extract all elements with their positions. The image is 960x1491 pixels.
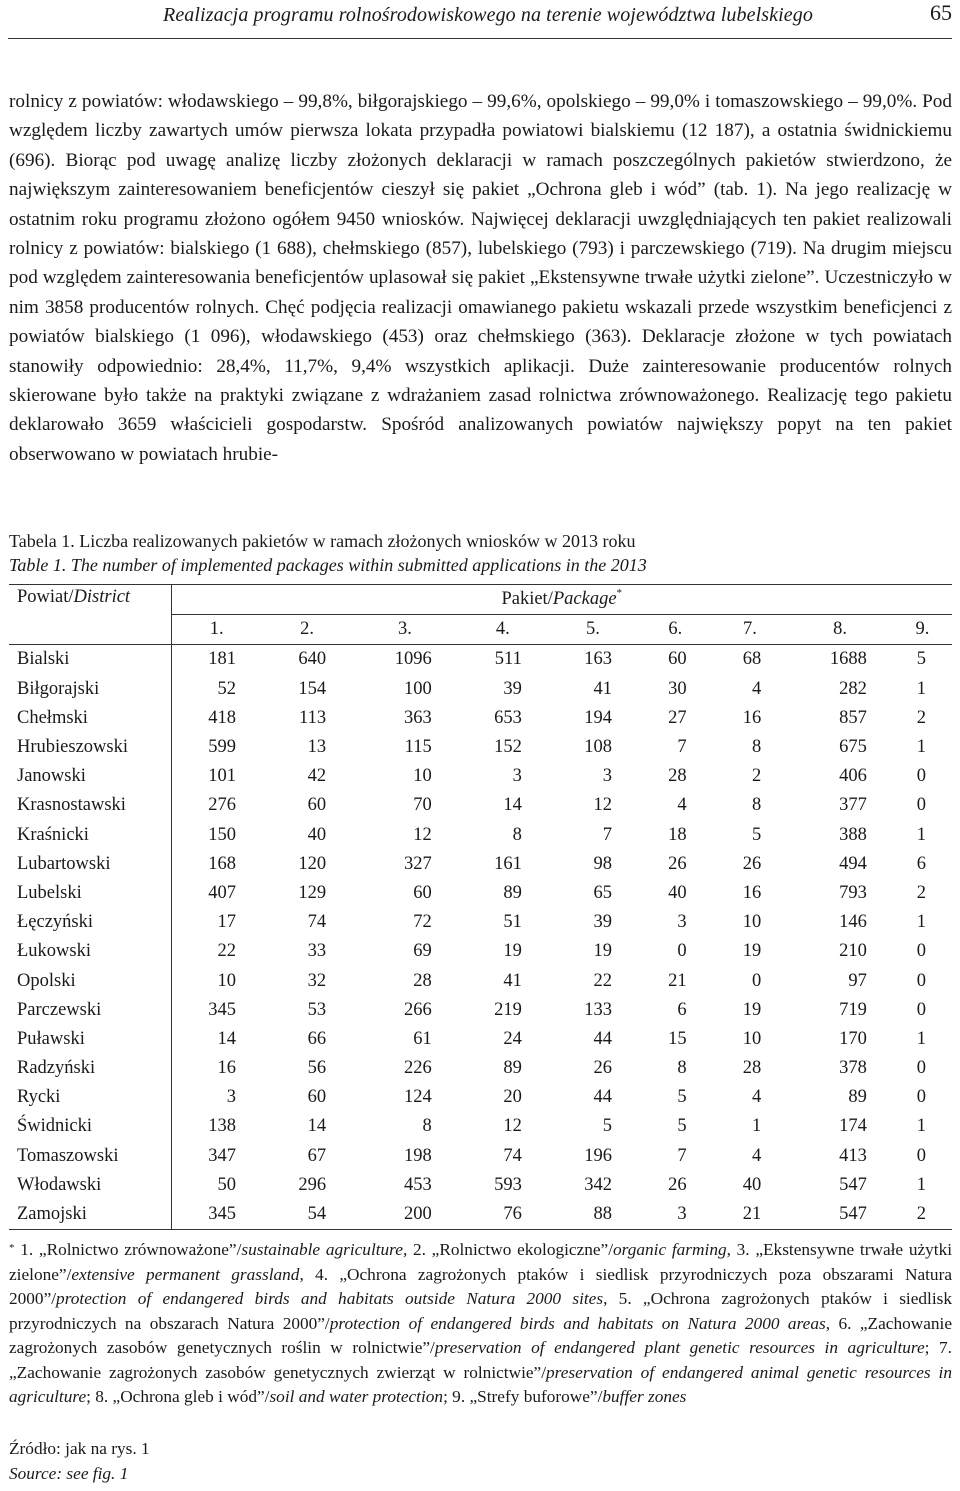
package-value-cell: 2 xyxy=(893,1200,952,1230)
package-value-cell: 113 xyxy=(299,707,327,728)
table-row xyxy=(9,675,952,704)
district-name-cell: Janowski xyxy=(9,762,171,791)
package-value-cell: 282 xyxy=(839,678,867,699)
package-value-cell: 0 xyxy=(916,795,926,816)
package-value-cell: 547 xyxy=(839,1174,867,1195)
package-value-cell: 219 xyxy=(494,999,522,1020)
package-value-cell: 18 xyxy=(668,824,687,845)
package-number-header: 8. xyxy=(787,615,893,645)
package-header-pl: Pakiet/ xyxy=(501,589,553,610)
package-number-header: 9. xyxy=(893,615,952,645)
district-name-cell: Hrubieszowski xyxy=(9,733,171,762)
package-value-cell: 2 xyxy=(916,707,926,728)
package-value-cell: 0 xyxy=(916,766,926,787)
package-value-cell: 181 xyxy=(208,649,236,670)
package-value-cell: 5 xyxy=(751,824,762,845)
package-value-cell: 7 xyxy=(602,824,612,845)
package-value-cell: 28 xyxy=(668,766,687,787)
package-value-cell: 70 xyxy=(413,795,432,816)
package-value-cell: 60 xyxy=(307,1087,327,1108)
table-row xyxy=(9,704,952,733)
table-row xyxy=(9,1200,952,1230)
package-value-cell: 54 xyxy=(262,1200,352,1230)
package-value-cell: 8 xyxy=(422,1116,432,1137)
footnote-item-en: sustainable agriculture, xyxy=(241,1240,408,1259)
package-value-cell: 28 xyxy=(413,970,432,991)
package-value-cell: 406 xyxy=(839,766,867,787)
table-row xyxy=(9,1142,952,1171)
package-value-cell: 101 xyxy=(208,766,236,787)
district-name-cell: Opolski xyxy=(9,966,171,995)
package-value-cell: 19 xyxy=(503,941,522,962)
package-value-cell: 15 xyxy=(668,1028,687,1049)
package-value-cell: 76 xyxy=(458,1200,548,1230)
package-value-cell: 194 xyxy=(584,707,612,728)
package-value-cell: 0 xyxy=(916,1145,926,1166)
package-value-cell: 4 xyxy=(751,678,762,699)
package-value-cell: 97 xyxy=(848,970,867,991)
package-value-cell: 28 xyxy=(742,1058,762,1079)
package-value-cell: 0 xyxy=(916,1087,926,1108)
running-title: Realizacja programu rolnośrodowiskowego na terenie województwa lubelskiego xyxy=(163,4,813,26)
package-value-cell: 32 xyxy=(307,970,327,991)
package-value-cell: 547 xyxy=(787,1200,893,1230)
package-value-cell: 276 xyxy=(208,795,236,816)
package-value-cell: 7 xyxy=(677,1145,687,1166)
package-value-cell: 0 xyxy=(916,999,926,1020)
package-value-cell: 8 xyxy=(677,1058,687,1079)
table-row xyxy=(9,908,952,937)
footnote-item-pl: ; 8. „Ochrona gleb i wód”/ xyxy=(86,1387,270,1406)
package-value-cell: 21 xyxy=(713,1200,788,1230)
package-value-cell: 154 xyxy=(298,678,327,699)
district-header-en: District xyxy=(73,587,131,607)
packages-table xyxy=(9,584,952,1230)
package-value-cell: 89 xyxy=(503,882,522,903)
district-name-cell: Świdnicki xyxy=(9,1112,171,1141)
footnote-item-pl: ; 7. „Zachowanie zagrożonych zasobów genetycznych zwierząt w rolnictwie”/ xyxy=(9,1338,952,1382)
table-body xyxy=(9,645,952,1230)
package-value-cell: 51 xyxy=(503,912,522,933)
package-value-cell: 3 xyxy=(638,1200,713,1230)
footnote-item-en: protection of endangered birds and habitats outside Natura 2000 sites xyxy=(56,1289,604,1308)
package-value-cell: 793 xyxy=(839,882,867,903)
package-value-cell: 12 xyxy=(503,1116,522,1137)
package-value-cell: 198 xyxy=(403,1145,432,1166)
district-column-header xyxy=(9,585,171,645)
package-value-cell: 27 xyxy=(668,707,687,728)
package-value-cell: 511 xyxy=(494,649,522,670)
package-value-cell: 0 xyxy=(916,941,926,962)
package-value-cell: 133 xyxy=(584,999,612,1020)
table-row xyxy=(9,1112,952,1141)
table-header-row xyxy=(9,585,952,615)
table-row xyxy=(9,937,952,966)
footnote-item-pl: 1. „Rolnictwo zrównoważone”/ xyxy=(14,1240,242,1259)
package-number-header: 1. xyxy=(171,615,262,645)
package-value-cell: 1 xyxy=(916,1116,926,1137)
package-value-cell: 1096 xyxy=(394,649,432,670)
package-value-cell: 719 xyxy=(839,999,867,1020)
footnote-item-en: preservation of endangered animal genetic resources in agriculture xyxy=(9,1362,953,1406)
package-value-cell: 1 xyxy=(916,912,926,933)
package-value-cell: 2 xyxy=(751,766,762,787)
district-name-cell: Parczewski xyxy=(9,996,171,1025)
package-value-cell: 388 xyxy=(839,824,867,845)
package-number-header: 3. xyxy=(352,615,458,645)
package-value-cell: 163 xyxy=(584,649,612,670)
package-value-cell: 39 xyxy=(593,912,612,933)
package-value-cell: 200 xyxy=(352,1200,458,1230)
footnote-item-pl: , 3. „Ekstensywne trwałe użytki zielone”/ xyxy=(9,1240,953,1284)
package-value-cell: 1 xyxy=(916,1028,926,1049)
package-value-cell: 89 xyxy=(848,1087,867,1108)
package-value-cell: 0 xyxy=(916,970,926,991)
header-rule xyxy=(8,38,952,39)
package-value-cell: 69 xyxy=(413,941,432,962)
table-caption-pl: Tabela 1. Liczba realizowanych pakietów w ramach złożonych wniosków w 2013 roku xyxy=(9,531,636,551)
table-row xyxy=(9,1171,952,1200)
package-number-header: 5. xyxy=(548,615,638,645)
package-value-cell: 378 xyxy=(839,1058,867,1079)
package-value-cell: 26 xyxy=(593,1058,612,1079)
package-value-cell: 2 xyxy=(916,882,926,903)
source-en: Source: see fig. 1 xyxy=(9,1463,129,1483)
package-number-header: 2. xyxy=(262,615,352,645)
package-value-cell: 653 xyxy=(494,707,522,728)
package-value-cell: 44 xyxy=(593,1087,612,1108)
package-value-cell: 65 xyxy=(593,882,612,903)
table-row xyxy=(9,966,952,995)
package-value-cell: 1 xyxy=(916,824,926,845)
package-value-cell: 20 xyxy=(503,1087,522,1108)
package-value-cell: 52 xyxy=(217,678,236,699)
package-value-cell: 640 xyxy=(298,649,327,670)
footnote-item-pl: ; 9. „Strefy buforowe”/ xyxy=(443,1387,603,1406)
package-value-cell: 150 xyxy=(208,824,236,845)
package-value-cell: 12 xyxy=(413,824,432,845)
body-paragraph: rolnicy z powiatów: włodawskiego – 99,8%, biłgorajskiego – 99,6%, opolskiego – 99,0% i tomaszowskiego – 99,0%. Pod względem liczby zawartych umów pierwsza lokata przypadła powiatowi bialskiemu (12 187), a ostatnia świdnickiemu (696). Biorąc pod uwagę analizę liczby złożonych deklaracji w ramach poszczególnych pakietów stwierdzono, że największym zainteresowaniem beneficjentów cieszył się pakiet „Ochrona gleb i wód” (tab. 1). Na jego realizację w ostatnim roku programu złożono ogółem 9450 wniosków. Najwięcej deklaracji uwzględniających ten pakiet realizowali rolnicy z powiatów: bialskiego (1 688), chełmskiego (857), lubelskiego (793) i parczewskiego (719). Na drugim miejscu pod względem zainteresowania beneficjentów uplasował się pakiet „Ekstensywne trwałe użytki zielone”. Uczestniczyło w nim 3858 producentów rolnych. Chęć podjęcia realizacji omawianego pakietu wskazali przede wszystkim beneficjenci z powiatów bialskiego (1 096), włodawskiego (453) oraz chełmskiego (363). Deklaracje złożone w tych powiatach stanowiły odpowiednio: 28,4%, 11,7%, 9,4% wszystkich aplikacji. Duże zainteresowanie producentów rolnych skierowane było także na praktyki związane z wdrażaniem zasad rolnictwa zrównoważonego. Realizację tego pakietu deklarowało 3659 właścicieli gospodarstw. Spośród analizowanych powiatów największy popyt na ten pakiet obserwowano w powiatach hrubie- xyxy=(9,91,952,465)
package-value-cell: 4 xyxy=(677,795,687,816)
package-value-cell: 41 xyxy=(503,970,522,991)
package-value-cell: 61 xyxy=(413,1028,432,1049)
package-value-cell: 26 xyxy=(742,853,762,874)
district-header-pl: Powiat/ xyxy=(17,587,74,607)
district-name-cell: Radzyński xyxy=(9,1054,171,1083)
package-value-cell: 120 xyxy=(298,853,327,874)
table-footnote xyxy=(9,1238,952,1410)
district-name-cell: Krasnostawski xyxy=(9,791,171,820)
package-value-cell: 210 xyxy=(839,941,867,962)
package-value-cell: 19 xyxy=(593,941,612,962)
table-row xyxy=(9,850,952,879)
table-row xyxy=(9,645,952,675)
table-row xyxy=(9,879,952,908)
package-value-cell: 67 xyxy=(307,1145,327,1166)
package-value-cell: 4 xyxy=(751,1145,762,1166)
package-value-cell: 345 xyxy=(208,999,236,1020)
package-value-cell: 19 xyxy=(742,999,762,1020)
package-value-cell: 14 xyxy=(217,1028,236,1049)
package-value-cell: 138 xyxy=(208,1116,236,1137)
package-value-cell: 129 xyxy=(298,882,327,903)
package-value-cell: 26 xyxy=(668,1174,687,1195)
package-value-cell: 168 xyxy=(208,853,236,874)
package-value-cell: 98 xyxy=(593,853,612,874)
package-value-cell: 8 xyxy=(751,795,762,816)
footnote-items xyxy=(9,1240,952,1406)
district-name-cell: Lubartowski xyxy=(9,850,171,879)
package-value-cell: 6 xyxy=(916,853,926,874)
package-number-header: 4. xyxy=(458,615,548,645)
district-name-cell: Rycki xyxy=(9,1083,171,1112)
package-footnote-marker: * xyxy=(616,587,623,600)
package-value-cell: 6 xyxy=(677,999,687,1020)
package-value-cell: 1 xyxy=(916,1174,926,1195)
package-value-cell: 40 xyxy=(742,1174,762,1195)
district-name-cell: Łęczyński xyxy=(9,908,171,937)
package-value-cell: 146 xyxy=(839,912,867,933)
package-value-cell: 413 xyxy=(839,1145,867,1166)
district-name-cell: Łukowski xyxy=(9,937,171,966)
package-value-cell: 347 xyxy=(208,1145,236,1166)
package-value-cell: 16 xyxy=(742,882,762,903)
table-row xyxy=(9,762,952,791)
package-value-cell: 16 xyxy=(217,1058,236,1079)
package-value-cell: 12 xyxy=(593,795,612,816)
package-value-cell: 857 xyxy=(839,707,867,728)
footnote-item-en: extensive permanent grassland xyxy=(71,1264,300,1284)
package-value-cell: 170 xyxy=(839,1028,867,1049)
package-value-cell: 1688 xyxy=(829,649,867,670)
package-value-cell: 60 xyxy=(413,882,432,903)
package-value-cell: 33 xyxy=(307,941,327,962)
package-value-cell: 196 xyxy=(584,1145,612,1166)
package-value-cell: 40 xyxy=(668,882,687,903)
package-value-cell: 10 xyxy=(742,912,762,933)
package-value-cell: 14 xyxy=(503,795,522,816)
package-value-cell: 8 xyxy=(512,824,522,845)
package-value-cell: 0 xyxy=(751,970,762,991)
package-value-cell: 161 xyxy=(494,853,522,874)
package-value-cell: 88 xyxy=(548,1200,638,1230)
package-value-cell: 14 xyxy=(307,1116,327,1137)
package-value-cell: 124 xyxy=(403,1087,432,1108)
package-value-cell: 44 xyxy=(593,1028,612,1049)
package-value-cell: 675 xyxy=(839,737,867,758)
package-value-cell: 40 xyxy=(307,824,327,845)
source-note xyxy=(9,1437,150,1486)
package-value-cell: 494 xyxy=(839,853,867,874)
package-value-cell: 10 xyxy=(413,766,432,787)
footnote-item-en: preservation of endangered plant genetic resources in agriculture xyxy=(434,1338,925,1357)
package-value-cell: 407 xyxy=(208,882,236,903)
package-value-cell: 100 xyxy=(403,678,432,699)
district-name-cell: Tomaszowski xyxy=(9,1142,171,1171)
package-value-cell: 3 xyxy=(677,912,687,933)
package-value-cell: 377 xyxy=(839,795,867,816)
package-value-cell: 72 xyxy=(413,912,432,933)
package-value-cell: 152 xyxy=(494,737,522,758)
package-value-cell: 174 xyxy=(839,1116,867,1137)
package-value-cell: 0 xyxy=(916,1058,926,1079)
package-value-cell: 108 xyxy=(584,737,612,758)
package-value-cell: 53 xyxy=(307,999,327,1020)
package-value-cell: 56 xyxy=(307,1058,327,1079)
package-value-cell: 74 xyxy=(307,912,327,933)
package-value-cell: 17 xyxy=(217,912,236,933)
package-value-cell: 16 xyxy=(742,707,762,728)
package-value-cell: 7 xyxy=(677,737,687,758)
page-header xyxy=(0,0,960,44)
package-value-cell: 41 xyxy=(593,678,612,699)
table-caption xyxy=(9,529,952,577)
package-value-cell: 418 xyxy=(208,707,236,728)
package-value-cell: 3 xyxy=(602,766,612,787)
table-row xyxy=(9,733,952,762)
footnote-marker: * xyxy=(9,1242,15,1254)
table-row xyxy=(9,821,952,850)
package-value-cell: 345 xyxy=(171,1200,262,1230)
package-value-cell: 3 xyxy=(226,1087,236,1108)
package-value-cell: 1 xyxy=(916,678,926,699)
footnote-item-en: buffer zones xyxy=(602,1387,687,1406)
package-value-cell: 363 xyxy=(403,707,432,728)
package-value-cell: 30 xyxy=(668,678,687,699)
package-value-cell: 60 xyxy=(307,795,327,816)
package-value-cell: 1 xyxy=(751,1116,762,1137)
table-row xyxy=(9,996,952,1025)
package-value-cell: 1 xyxy=(916,737,926,758)
package-value-cell: 13 xyxy=(307,737,327,758)
footnote-item-pl: 2. „Rolnictwo ekologiczne”/ xyxy=(407,1240,614,1259)
package-value-cell: 342 xyxy=(584,1174,612,1195)
package-value-cell: 60 xyxy=(668,649,687,670)
table-caption-en: Table 1. The number of implemented packages within submitted applications in the 2013 xyxy=(9,555,647,575)
footnote-item-en: soil and water protection xyxy=(269,1387,444,1406)
table-row xyxy=(9,1025,952,1054)
package-number-header: 6. xyxy=(638,615,713,645)
package-value-cell: 4 xyxy=(751,1087,762,1108)
footnote-item-en: protection of endangered birds and habitats on Natura 2000 areas xyxy=(329,1313,826,1333)
package-value-cell: 66 xyxy=(307,1028,327,1049)
district-name-cell: Zamojski xyxy=(9,1200,171,1230)
footnote-item-en: organic farming xyxy=(613,1240,727,1259)
district-name-cell: Lubelski xyxy=(9,879,171,908)
package-value-cell: 10 xyxy=(217,970,236,991)
package-value-cell: 10 xyxy=(742,1028,762,1049)
package-number-header: 7. xyxy=(713,615,788,645)
package-value-cell: 453 xyxy=(403,1174,432,1195)
package-value-cell: 5 xyxy=(602,1116,612,1137)
table-row xyxy=(9,1054,952,1083)
package-value-cell: 115 xyxy=(404,737,432,758)
package-value-cell: 89 xyxy=(503,1058,522,1079)
package-value-cell: 68 xyxy=(742,649,762,670)
package-value-cell: 5 xyxy=(677,1116,687,1137)
table-row xyxy=(9,1083,952,1112)
district-name-cell: Chełmski xyxy=(9,704,171,733)
package-value-cell: 8 xyxy=(751,737,762,758)
district-name-cell: Kraśnicki xyxy=(9,821,171,850)
package-value-cell: 5 xyxy=(916,649,926,670)
package-value-cell: 226 xyxy=(403,1058,432,1079)
table-row xyxy=(9,791,952,820)
package-value-cell: 26 xyxy=(668,853,687,874)
package-value-cell: 266 xyxy=(403,999,432,1020)
district-name-cell: Biłgorajski xyxy=(9,675,171,704)
package-value-cell: 296 xyxy=(298,1174,327,1195)
district-name-cell: Włodawski xyxy=(9,1171,171,1200)
body-text xyxy=(9,87,952,469)
footnote-item-pl: , 5. „Ochrona zagrożonych ptaków i siedlisk przyrodniczych na obszarach Natura 2000”/ xyxy=(9,1289,952,1333)
district-name-cell: Puławski xyxy=(9,1025,171,1054)
package-column-header xyxy=(171,585,952,615)
package-value-cell: 50 xyxy=(217,1174,236,1195)
package-value-cell: 599 xyxy=(208,737,236,758)
package-value-cell: 74 xyxy=(503,1145,522,1166)
package-value-cell: 327 xyxy=(403,853,432,874)
page-number: 65 xyxy=(930,0,952,25)
package-value-cell: 0 xyxy=(677,941,687,962)
package-value-cell: 22 xyxy=(593,970,612,991)
package-value-cell: 5 xyxy=(677,1087,687,1108)
package-value-cell: 3 xyxy=(512,766,522,787)
footnote-item-pl: , 6. „Zachowanie zagrożonych zasobów genetycznych roślin w rolnictwie”/ xyxy=(9,1313,952,1357)
package-value-cell: 39 xyxy=(503,678,522,699)
source-pl: Źródło: jak na rys. 1 xyxy=(9,1439,150,1458)
package-value-cell: 22 xyxy=(217,941,236,962)
package-value-cell: 19 xyxy=(742,941,762,962)
package-value-cell: 42 xyxy=(307,766,327,787)
package-value-cell: 24 xyxy=(503,1028,522,1049)
package-value-cell: 21 xyxy=(668,970,687,991)
package-header-en: Package xyxy=(552,589,617,610)
footnote-item-pl: , 4. „Ochrona zagrożonych ptaków i siedlisk przyrodniczych poza obszarami Natura 2000”/ xyxy=(9,1264,952,1308)
district-name-cell: Bialski xyxy=(9,645,171,675)
package-value-cell: 593 xyxy=(494,1174,522,1195)
